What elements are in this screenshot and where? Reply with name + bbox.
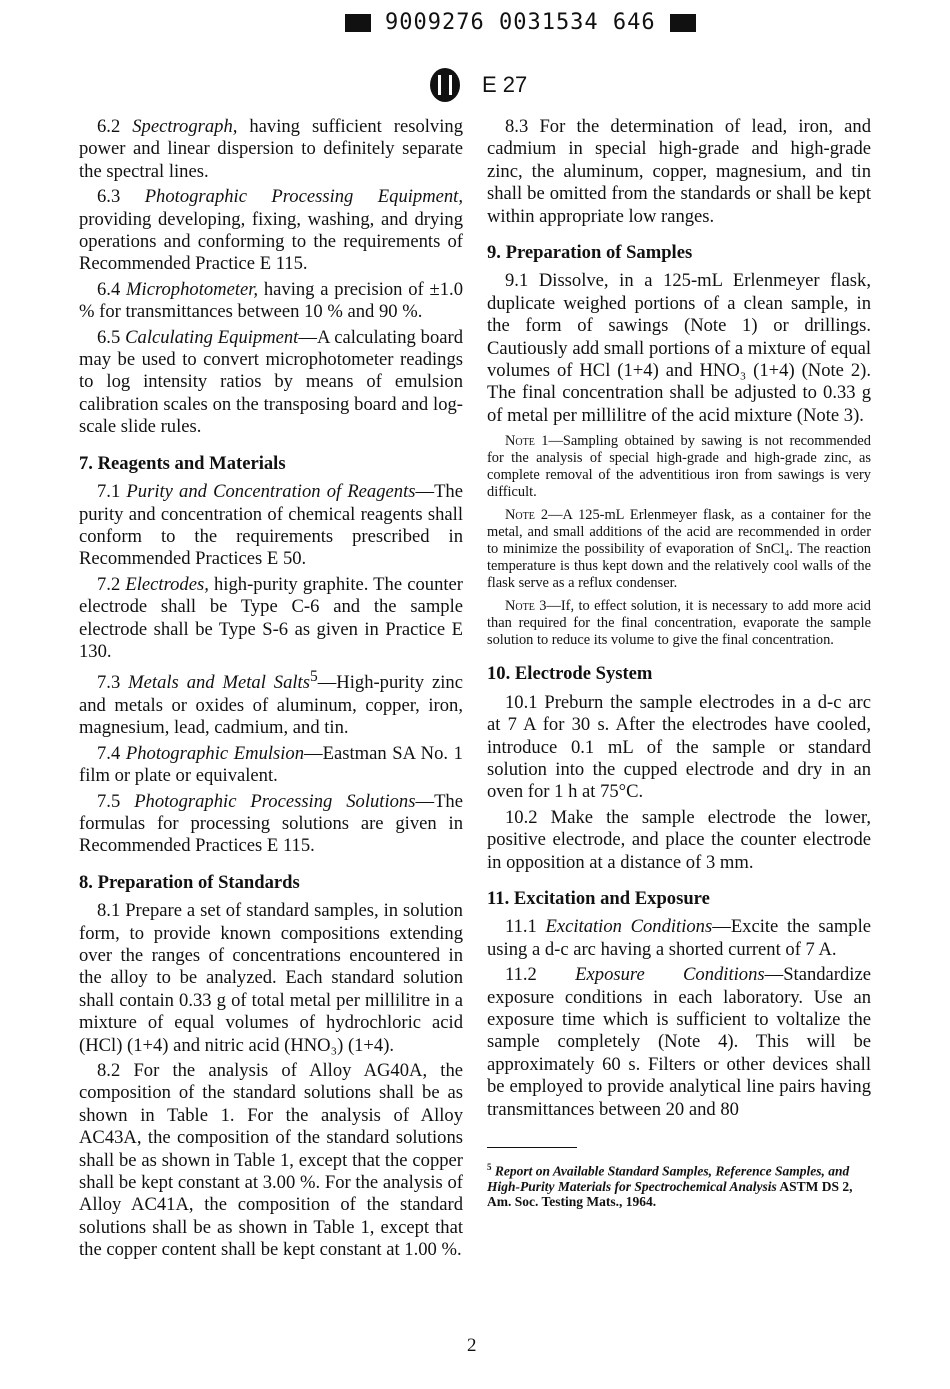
- paragraph: [79, 791, 463, 858]
- paragraph: [79, 666, 463, 739]
- paragraph-term: Microphotometer,: [126, 278, 259, 300]
- paragraph: [79, 186, 463, 276]
- paragraph-number: 7.2: [97, 573, 121, 595]
- paragraph-text: Dissolve, in a 125-mL Erlenmeyer flask, duplicate weighed portions of a clean sample, in the form of sawings (Note 1) or drillings. Cautiously add small portions of a mixture of equal volumes of HCl (1+4) and HNO₃ (1+4) (Note 2). The final concentration shall be adjusted to 0.33 g of metal per millilitre of the acid mixture (Note 3).: [487, 270, 871, 426]
- paragraph: [487, 270, 871, 427]
- paragraph-term: Excitation Conditions: [545, 916, 713, 938]
- section-heading: 9. Preparation of Samples: [487, 242, 693, 264]
- paragraph-term: Calculating Equipment: [125, 326, 299, 348]
- paragraph: [79, 900, 463, 1057]
- section-heading: 11. Excitation and Exposure: [487, 887, 710, 909]
- paragraph-text: having a precision of ±1.0 % for transmittances between 10 % and 90 %.: [79, 278, 463, 323]
- footnote-source: ASTM DS 2, Am. Soc. Testing Mats., 1964.: [487, 1178, 853, 1209]
- paragraph-number: 8.1: [97, 900, 121, 922]
- paragraph-number: 11.2: [505, 964, 537, 986]
- note-text: —Sampling obtained by sawing is not recommended for the analysis of special high-grade and high-grade zinc, as complete removal of the adventitious iron from sawings is very difficult.: [487, 433, 871, 501]
- paragraph-term: Spectrograph,: [132, 116, 238, 137]
- paragraph-text: high-purity graphite. The counter electrode shall be Type C-6 and the sample electrode shall be Type S-6 as given in Practice E 130.: [79, 573, 463, 662]
- paragraph-number: 10.1: [505, 691, 538, 713]
- paragraph-text: Prepare a set of standard samples, in solution form, to provide known compositions extending over the ranges of concentrations encountered in the alloy to be analyzed. Each standard solution shall contain 0.33 g of total metal per millilitre in a mixture of equal volumes of hydrochloric acid (HCl) (1+4) and nitric acid (HNO₃) (1+4).: [79, 900, 463, 1056]
- paragraph: [79, 116, 463, 183]
- paragraph-term: Photographic Emulsion: [125, 742, 305, 764]
- paragraph-text: —Standardize exposure conditions in each laboratory. Use an exposure time which is sufficient to voltalize the sample completely (Note 4). This will be approximately 60 s. Filters or other devices shall be employed to provide analytical line pairs having transmittances between 20 and 80: [487, 964, 871, 1120]
- paragraph: [487, 916, 871, 961]
- paragraph-text: —Eastman SA No. 1 film or plate or equivalent.: [79, 742, 463, 787]
- footnote-title: Report on Available Standard Samples, Reference Samples, and High-Purity Materials for Spectrochemical Analysis: [487, 1163, 850, 1194]
- paragraph: [79, 481, 463, 571]
- paragraph: [487, 964, 871, 1121]
- note-label: Note 2: [505, 507, 549, 524]
- right-column: [487, 116, 871, 1209]
- control-number: 9009276 0031534 646: [385, 10, 656, 35]
- footnote: [487, 1160, 871, 1209]
- note: [487, 507, 871, 592]
- paragraph-term: Photographic Processing Equipment,: [144, 186, 463, 208]
- right-column-body: [487, 116, 871, 1121]
- paragraph-text: providing developing, fixing, washing, and drying operations and conforming to the requirements of Recommended Practice E 115.: [79, 208, 463, 275]
- paragraph-number: 9.1: [505, 270, 529, 292]
- paragraph-number: 6.2: [97, 116, 121, 137]
- paragraph-term: Metals and Metal Salts: [128, 672, 310, 694]
- paragraph-number: 6.4: [97, 278, 121, 300]
- paragraph: [79, 327, 463, 439]
- section-heading: 7. Reagents and Materials: [79, 452, 286, 474]
- note-label: Note 1: [505, 433, 549, 450]
- paragraph-term: Exposure Conditions: [575, 964, 765, 986]
- paragraph-text: —The purity and concentration of chemical reagents shall conform to the requirements prescribed in Recommended Practices E 50.: [79, 481, 463, 570]
- left-column: [79, 116, 463, 1265]
- paragraph-number: 8.3: [505, 116, 529, 137]
- paragraph-number: 10.2: [505, 806, 538, 828]
- footnote-ref: 5: [309, 668, 318, 686]
- paragraph-text: —Excite the sample using a d-c arc having a shorted current of 7 A.: [487, 916, 871, 960]
- paragraph-term: Purity and Concentration of Reagents: [126, 481, 416, 503]
- paragraph-number: 7.5: [97, 790, 121, 812]
- footnote-divider: [487, 1147, 577, 1148]
- paragraph: [79, 574, 463, 664]
- note-label: Note 3: [505, 598, 547, 615]
- paragraph: [487, 692, 871, 804]
- note: [487, 433, 871, 501]
- note-text: —A 125-mL Erlenmeyer flask, as a container for the metal, and small additions of the acid are recommended in order to minimize the possibility of evaporation of SnCl₄. The reaction temperature is thus kept down and the relatively cool walls of the flask serve as a reflux condenser.: [487, 507, 872, 592]
- paragraph-number: 8.2: [97, 1060, 121, 1082]
- paragraph-text: —The formulas for processing solutions are given in Recommended Practices E 115.: [79, 790, 463, 857]
- paragraph-text: having sufficient resolving power and linear dispersion to definitely separate the spectral lines.: [79, 116, 463, 182]
- paragraph-text: —High-purity zinc and metals or oxides of aluminum, copper, iron, magnesium, lead, cadmium, and tin.: [79, 672, 463, 739]
- paragraph-text: Preburn the sample electrodes in a d-c arc at 7 A for 30 s. After the electrodes have cooled, introduce 0.1 mL of the sample or standard solution into the cupped electrode and dry in an oven for 1 h at 75°C.: [487, 691, 871, 803]
- bar-block-right: [670, 14, 696, 32]
- paragraph-text: For the analysis of Alloy AG40A, the composition of the standard solutions shall be as shown in Table 1. For the analysis of Alloy AC43A, the composition of the standard solutions shall be as shown in Table 1, except that the copper shall be kept constant at 3.00 %. For the analysis of Alloy AC41A, the composition of the standard solutions shall be as shown in Table 1, except that the copper content shall be kept constant at 1.00 %.: [79, 1060, 463, 1261]
- paragraph-number: 7.3: [97, 672, 121, 694]
- paragraph-term: Photographic Processing Solutions: [134, 790, 416, 812]
- note-text: —If, to effect solution, it is necessary to add more acid than required for the final concentration, evaporate the sample solution to reduce its volume to give the final concentration.: [487, 598, 871, 649]
- bar-block-left: [345, 14, 371, 32]
- paragraph-number: 7.1: [97, 481, 121, 503]
- paragraph: [79, 743, 463, 788]
- section-heading: 8. Preparation of Standards: [79, 871, 300, 893]
- paragraph-number: 6.3: [97, 186, 121, 208]
- paragraph-text: Make the sample electrode the lower, positive electrode, and place the counter electrode in opposition at a distance of 3 mm.: [487, 806, 871, 873]
- paragraph-text: For the determination of lead, iron, and cadmium in special high-grade and high-grade zinc, the aluminum, copper, magnesium, and tin shall be omitted from the standards or shall be kept within appropriate low ranges.: [487, 116, 871, 227]
- paragraph-term: Electrodes,: [125, 573, 209, 595]
- paragraph: [487, 807, 871, 874]
- standard-designation: E 27: [482, 72, 528, 97]
- paragraph-number: 11.1: [505, 916, 537, 938]
- page-header: [430, 68, 527, 102]
- astm-logo-icon: [430, 68, 460, 102]
- footnote-number: 5: [487, 1162, 492, 1172]
- section-heading: 10. Electrode System: [487, 663, 653, 685]
- paragraph-number: 6.5: [97, 326, 121, 348]
- document-control-code: [345, 10, 725, 35]
- paragraph: [79, 279, 463, 324]
- paragraph: [79, 1060, 463, 1262]
- paragraph-text: —A calculating board may be used to convert microphotometer readings to log intensity ratios by means of emulsion calibration scales on the transposing board and log-scale slide rules.: [79, 326, 463, 438]
- page-number: 2: [467, 1335, 477, 1356]
- paragraph-number: 7.4: [97, 742, 121, 764]
- note: [487, 598, 871, 649]
- paragraph: [487, 116, 871, 228]
